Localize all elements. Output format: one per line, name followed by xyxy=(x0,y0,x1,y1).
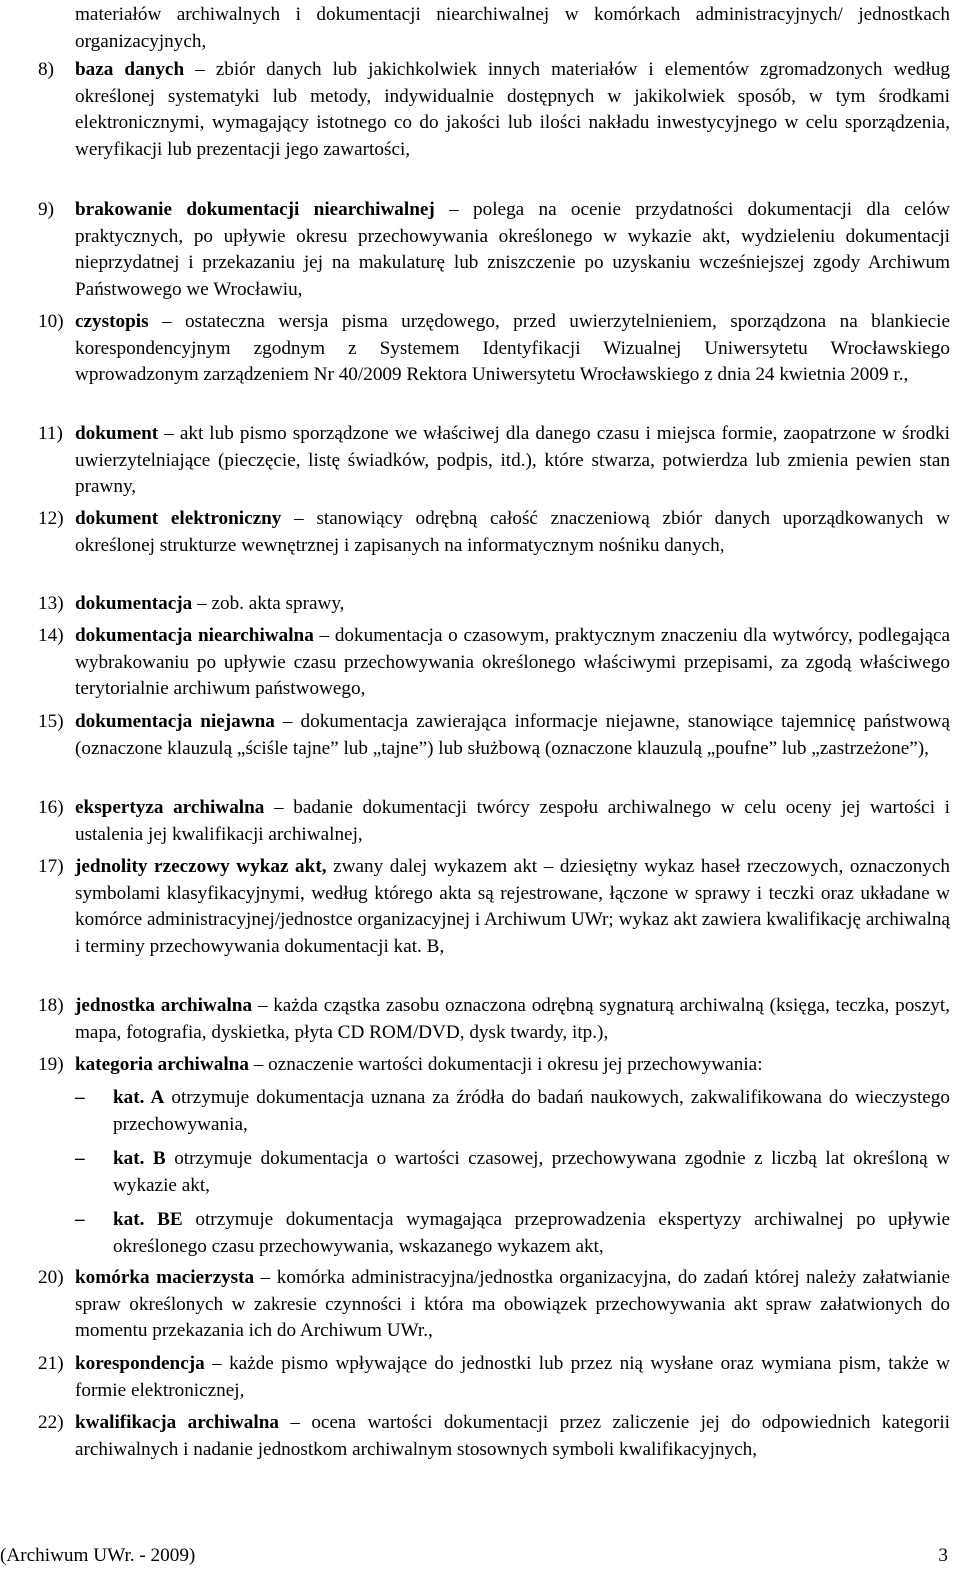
dash-bullet: – xyxy=(75,1209,85,1230)
item-term: dokumentacja niearchiwalna xyxy=(75,625,314,646)
subitem-term: kat. B xyxy=(113,1148,166,1169)
definition-item xyxy=(0,506,950,559)
page-footer-source: (Archiwum UWr. - 2009) xyxy=(0,1545,196,1566)
definition-item xyxy=(0,1410,950,1463)
item-text: – zob. akta sprawy, xyxy=(192,593,345,614)
item-text: – dokumentacja o czasowym, praktycznym znaczeniu dla wytwórcy, podlegająca wybrakowaniu po upływie czasu przechowywania określonego właściwymi przepisami, za zgodą właściwego terytorialnie archiwum państwowego, xyxy=(75,625,950,700)
subitem-term: kat. BE xyxy=(113,1209,183,1230)
item-term: dokument elektroniczny xyxy=(75,508,282,529)
item-term: dokumentacja niejawna xyxy=(75,711,275,732)
item-term: dokumentacja xyxy=(75,593,193,614)
item-text: – akt lub pismo sporządzone we właściwej dla danego czasu i miejsca formie, zaopatrzone w środki uwierzytelniające (pieczęcie, listę świadków, podpis, itd.), które stwarza, potwierdza lub zmienia pewien stan prawny, xyxy=(75,423,950,498)
item-number: 9) xyxy=(38,199,54,220)
definition-item xyxy=(0,1265,950,1345)
category-subitem xyxy=(0,1085,950,1138)
item-text: – komórka administracyjna/jednostka organizacyjna, do zadań której należy załatwianie spraw określonych w zakresie czynności i która ma obowiązek przechowywania akt spraw załatwionych do momentu przekazania ich do Archiwum UWr., xyxy=(75,1267,950,1342)
definition-item xyxy=(0,309,950,389)
subitem-term: kat. A xyxy=(113,1087,165,1108)
item-term: kategoria archiwalna xyxy=(75,1054,249,1075)
definition-item xyxy=(0,709,950,762)
item-text: – oznaczenie wartości dokumentacji i okresu jej przechowywania: xyxy=(248,1054,763,1075)
item-text: – ostateczna wersja pisma urzędowego, przed uwierzytelnieniem, sporządzona na blankiecie korespondencyjnym zgodnym z Systemem Identyfikacji Wizualnej Uniwersytetu Wrocławskiego wprowadzonym zarządzeniem Nr 40/2009 Rektora Uniwersytetu Wrocławskiego z dnia 24 kwietnia 2009 r., xyxy=(75,311,950,386)
item-number: 18) xyxy=(38,995,64,1016)
category-subitem xyxy=(0,1207,950,1260)
item-text: zwany dalej wykazem akt – dziesiętny wykaz haseł rzeczowych, oznaczonych symbolami klasyfikacyjnymi, według którego akta są rejestrowane, łączone w sprawy i teczki oraz układane w komórce administracyjnej/jednostce organizacyjnej i Archiwum UWr; wykaz akt zawiera kwalifikację archiwalną i terminy przechowywania dokumentacji kat. B, xyxy=(75,856,950,957)
item-term: dokument xyxy=(75,423,159,444)
item-term: jednostka archiwalna xyxy=(75,995,253,1016)
continuation-text: materiałów archiwalnych i dokumentacji niearchiwalnej w komórkach administracyjnych/ jednostkach organizacyjnych, xyxy=(75,4,950,52)
page-number: 3 xyxy=(938,1545,948,1566)
category-subitem xyxy=(0,1146,950,1199)
definition-item xyxy=(0,993,950,1046)
subitem-text: otrzymuje dokumentacja uznana za źródła do badań naukowych, zakwalifikowana do wieczystego przechowywania, xyxy=(113,1087,950,1135)
item-term: jednolity rzeczowy wykaz akt, xyxy=(75,856,327,877)
item-term: czystopis xyxy=(75,311,149,332)
item-number: 22) xyxy=(38,1412,64,1433)
item-term: korespondencja xyxy=(75,1353,205,1374)
item-number: 21) xyxy=(38,1353,64,1374)
item-number: 14) xyxy=(38,625,64,646)
definition-item xyxy=(0,197,950,303)
item-term: baza danych xyxy=(75,59,185,80)
item-text: – każda cząstka zasobu oznaczona odrębną sygnaturą archiwalną (księga, teczka, poszyt, mapa, fotografia, dyskietka, płyta CD ROM/DVD, dysk twardy, itp.), xyxy=(75,995,950,1043)
item-number: 19) xyxy=(38,1054,64,1075)
definition-item xyxy=(0,57,950,163)
item-term: komórka macierzysta xyxy=(75,1267,255,1288)
item-text: – ocena wartości dokumentacji przez zaliczenie jej do odpowiednich kategorii archiwalnych i nadanie jednostkom archiwalnym stosownych symboli kwalifikacyjnych, xyxy=(75,1412,950,1460)
dash-bullet: – xyxy=(75,1087,85,1108)
definition-item xyxy=(0,421,950,501)
item-text: – zbiór danych lub jakichkolwiek innych materiałów i elementów zgromadzonych według określonej systematyki lub metody, indywidualnie dostępnych w jakikolwiek sposób, w tym środkami elektronicznymi, wymagający istotnego co do jakości lub ilości nakładu inwestycyjnego w celu sporządzenia, weryfikacji lub prezentacji jego zawartości, xyxy=(75,59,950,160)
definition-item xyxy=(0,1351,950,1404)
item-number: 8) xyxy=(38,59,54,80)
item-term: brakowanie dokumentacji niearchiwalnej xyxy=(75,199,435,220)
item-term: kwalifikacja archiwalna xyxy=(75,1412,279,1433)
definition-item xyxy=(0,1052,950,1079)
item-number: 16) xyxy=(38,797,64,818)
item-number: 20) xyxy=(38,1267,64,1288)
item-term: ekspertyza archiwalna xyxy=(75,797,265,818)
item-number: 13) xyxy=(38,593,64,614)
definition-item xyxy=(0,591,950,618)
item-text: – polega na ocenie przydatności dokumentacji dla celów praktycznych, po upływie okresu przechowywania określonego w wykazie akt, wydzieleniu dokumentacji nieprzydatnej i przekazaniu jej na makulaturę lub zniszczenie po uzyskaniu wcześniejszej zgody Archiwum Państwowego we Wrocławiu, xyxy=(75,199,950,300)
subitem-text: otrzymuje dokumentacja o wartości czasowej, przechowywana zgodnie z liczbą lat określoną w wykazie akt, xyxy=(113,1148,950,1196)
item-number: 12) xyxy=(38,508,64,529)
item-text: – badanie dokumentacji twórcy zespołu archiwalnego w celu oceny jej wartości i ustalenia jej kwalifikacji archiwalnej, xyxy=(75,797,950,845)
dash-bullet: – xyxy=(75,1148,85,1169)
item-number: 10) xyxy=(38,311,64,332)
definition-item xyxy=(0,795,950,848)
item-text: – stanowiący odrębną całość znaczeniową zbiór danych uporządkowanych w określonej strukturze wewnętrznej i zapisanych na informatycznym nośniku danych, xyxy=(75,508,951,556)
subitem-text: otrzymuje dokumentacja wymagająca przeprowadzenia ekspertyzy archiwalnej po upływie określonego czasu przechowywania, wskazanego wykazem akt, xyxy=(113,1209,950,1257)
item-text: – każde pismo wpływające do jednostki lub przez nią wysłane oraz wymiana pism, także w formie elektronicznej, xyxy=(75,1353,950,1401)
definition-item xyxy=(0,623,950,703)
definition-item xyxy=(0,854,950,960)
item-number: 11) xyxy=(38,423,63,444)
item-text: – dokumentacja zawierająca informacje niejawne, stanowiące tajemnicę państwową (oznaczone klauzulą „ściśle tajne” lub „tajne”) lub służbową (oznaczone klauzulą „poufne” lub „zastrzeżone”), xyxy=(75,711,951,759)
item-number: 17) xyxy=(38,856,64,877)
item-number: 15) xyxy=(38,711,64,732)
